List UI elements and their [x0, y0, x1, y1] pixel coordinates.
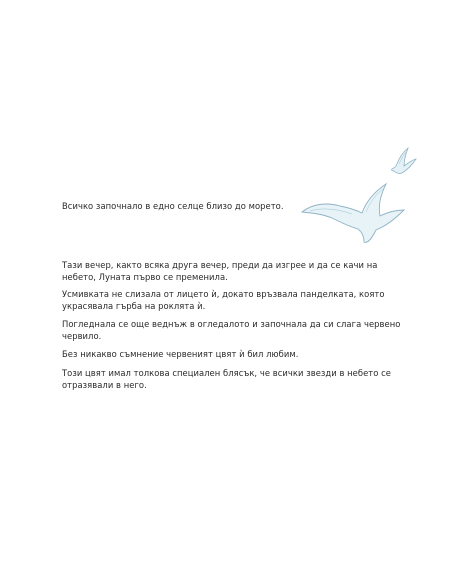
large-seagull-icon	[302, 184, 404, 242]
paragraph-4: Погледнала се още веднъж в огледалото и започнала да си слага червено червило.	[62, 319, 401, 341]
paragraph-2: Тази вечер, както всяка друга вечер, преди да изгрее и да се качи на небето, Луната първо се пременила.	[62, 260, 378, 282]
paragraph-5: Без никакво съмнение червеният цвят ѝ бил любим.	[62, 349, 299, 359]
paragraph-1: Всичко започнало в едно селце близо до морето.	[62, 201, 284, 211]
small-seagull-icon	[392, 148, 416, 173]
seagulls-icon	[300, 140, 420, 245]
paragraph-3: Усмивката не слизала от лицето ѝ, докато връзвала панделката, която украсявала гърба на роклята ѝ.	[62, 289, 385, 311]
paragraph-6: Този цвят имал толкова специален блясък, че всички звезди в небето се отразявали в него.	[62, 368, 391, 390]
